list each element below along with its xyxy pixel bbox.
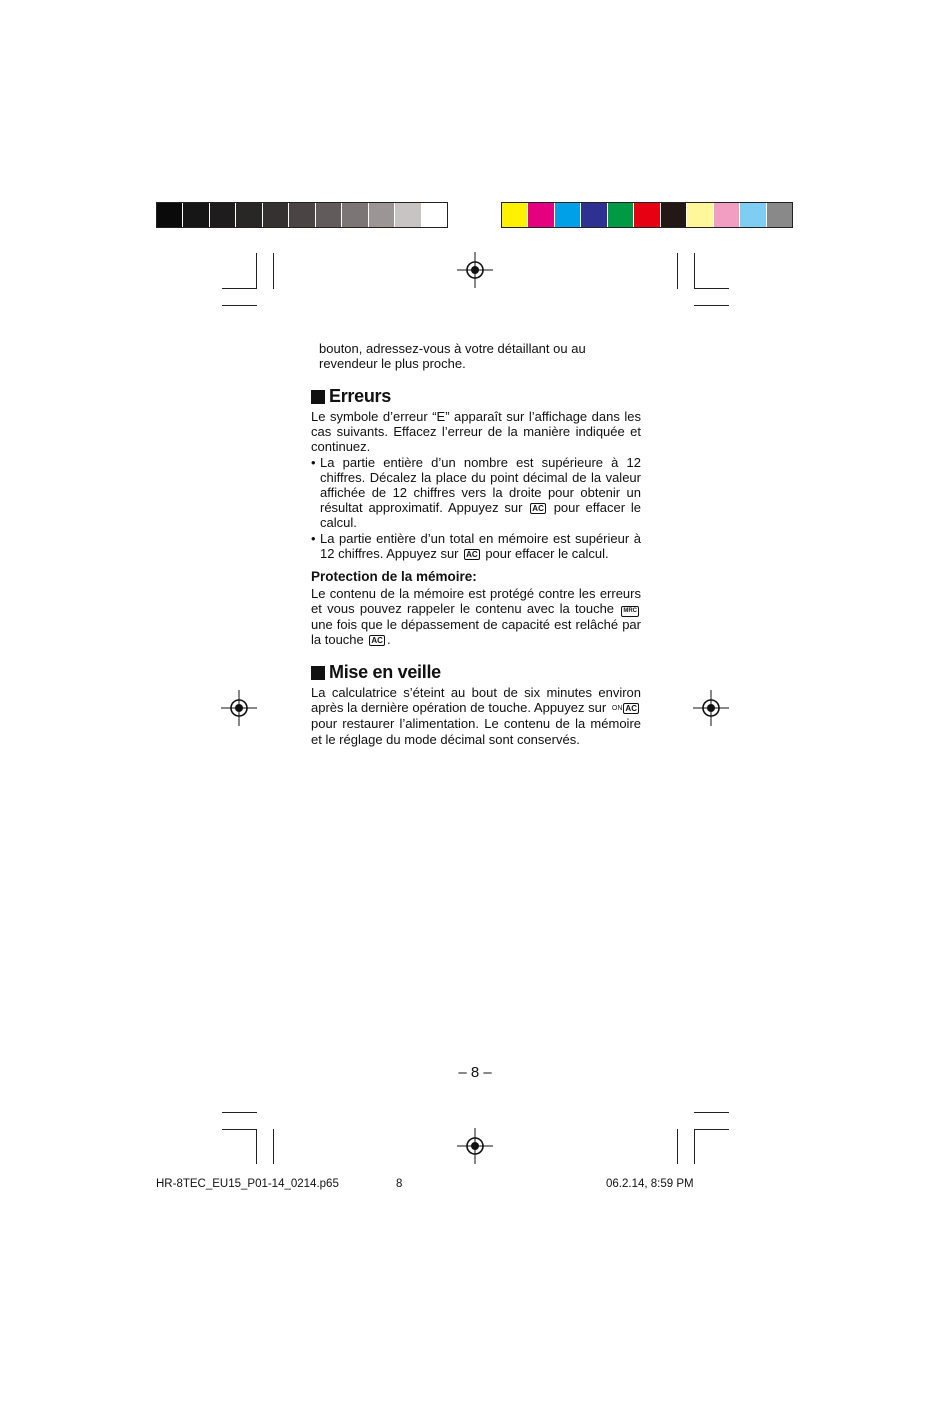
color-swatch — [767, 203, 792, 227]
gray-swatch — [395, 203, 421, 227]
color-swatch — [581, 203, 607, 227]
crop-mark — [222, 1129, 257, 1130]
color-swatch — [634, 203, 660, 227]
list-item — [311, 455, 641, 531]
errors-intro: Le symbole d’erreur “E” apparaît sur l’affichage dans les cas suivants. Effacez l’erreur de la manière indiquée et continuez. — [311, 409, 641, 455]
page-number: – 8 – — [458, 1064, 492, 1081]
bullet-text: La partie entière d’un total en mémoire est supérieur à 12 chiffres. Appuyez sur — [320, 530, 641, 561]
ac-key-icon: AC — [532, 504, 544, 514]
crop-mark — [677, 1129, 678, 1164]
bullet: • — [311, 454, 316, 470]
crop-mark — [694, 253, 695, 289]
registration-mark-icon — [457, 252, 493, 288]
gray-swatch — [210, 203, 236, 227]
crop-mark — [694, 305, 729, 306]
errors-section — [311, 409, 641, 561]
color-swatch — [608, 203, 634, 227]
crop-mark — [694, 1129, 695, 1164]
crop-mark — [273, 1129, 274, 1164]
color-swatch — [714, 203, 740, 227]
memory-text: une fois que le dépassement de capacité est relâché par la touche — [311, 617, 641, 648]
grayscale-color-bar — [156, 202, 448, 228]
bullet: • — [311, 530, 316, 546]
crop-mark — [694, 1129, 729, 1130]
color-swatch — [502, 203, 528, 227]
footer-date: 06.2.14, 8:59 PM — [606, 1178, 694, 1190]
standby-text: La calculatrice s’éteint au bout de six minutes environ après la dernière opération de touche. Appuyez sur — [311, 685, 641, 716]
on-label: ON — [611, 705, 623, 713]
list-item — [311, 531, 641, 561]
memory-text: . — [386, 632, 391, 648]
standby-heading — [311, 662, 441, 683]
crop-mark — [222, 1112, 257, 1113]
errors-heading — [311, 386, 391, 407]
crop-mark — [256, 253, 257, 289]
crop-mark — [694, 1112, 729, 1113]
crop-mark — [222, 305, 257, 306]
color-swatch — [661, 203, 687, 227]
registration-mark-icon — [221, 690, 257, 726]
standby-text: pour restaurer l’alimentation. Le contenu de la mémoire et le réglage du mode décimal sont conservés. — [311, 716, 641, 747]
footer-page: 8 — [396, 1178, 403, 1190]
bullet-text: pour effacer le calcul. — [320, 500, 641, 531]
gray-swatch — [289, 203, 315, 227]
memory-text: Le contenu de la mémoire est protégé contre les erreurs et vous pouvez rappeler le contenu avec la touche — [311, 586, 641, 617]
gray-swatch — [263, 203, 289, 227]
errors-heading-text: Erreurs — [329, 386, 391, 406]
crop-mark — [256, 1129, 257, 1164]
footer-filename: HR-8TEC_EU15_P01-14_0214.p65 — [156, 1178, 339, 1190]
ac-key-icon: AC — [371, 636, 383, 646]
crop-mark — [677, 253, 678, 289]
process-color-bar — [501, 202, 793, 228]
square-bullet-icon — [311, 390, 325, 404]
intro-paragraph: bouton, adressez-vous à votre détaillant ou au revendeur le plus proche. — [319, 341, 586, 372]
mrc-key-icon: MRC — [621, 606, 639, 617]
crop-mark — [222, 288, 257, 289]
color-swatch — [528, 203, 554, 227]
bullet-text: La partie entière d’un nombre est supérieure à 12 chiffres. Décalez la place du point décimal de la valeur affichée de 12 chiffres vers la droite pour obtenir un résultat approximatif. Appuyez sur — [320, 454, 641, 516]
gray-swatch — [183, 203, 209, 227]
square-bullet-icon — [311, 666, 325, 680]
crop-mark — [273, 253, 274, 289]
bullet-text: pour effacer le calcul. — [485, 545, 609, 561]
gray-swatch — [342, 203, 368, 227]
memory-paragraph — [311, 586, 641, 648]
ac-key-icon: AC — [466, 549, 478, 559]
standby-heading-text: Mise en veille — [329, 662, 441, 682]
registration-mark-icon — [457, 1128, 493, 1164]
memory-heading: Protection de la mémoire: — [311, 569, 477, 584]
standby-paragraph — [311, 685, 641, 747]
color-swatch — [687, 203, 713, 227]
gray-swatch — [316, 203, 342, 227]
color-swatch — [555, 203, 581, 227]
gray-swatch — [236, 203, 262, 227]
registration-mark-icon — [693, 690, 729, 726]
crop-mark — [694, 288, 729, 289]
gray-swatch — [422, 203, 447, 227]
ac-key-icon: AC — [625, 704, 637, 714]
gray-swatch — [369, 203, 395, 227]
color-swatch — [740, 203, 766, 227]
gray-swatch — [157, 203, 183, 227]
